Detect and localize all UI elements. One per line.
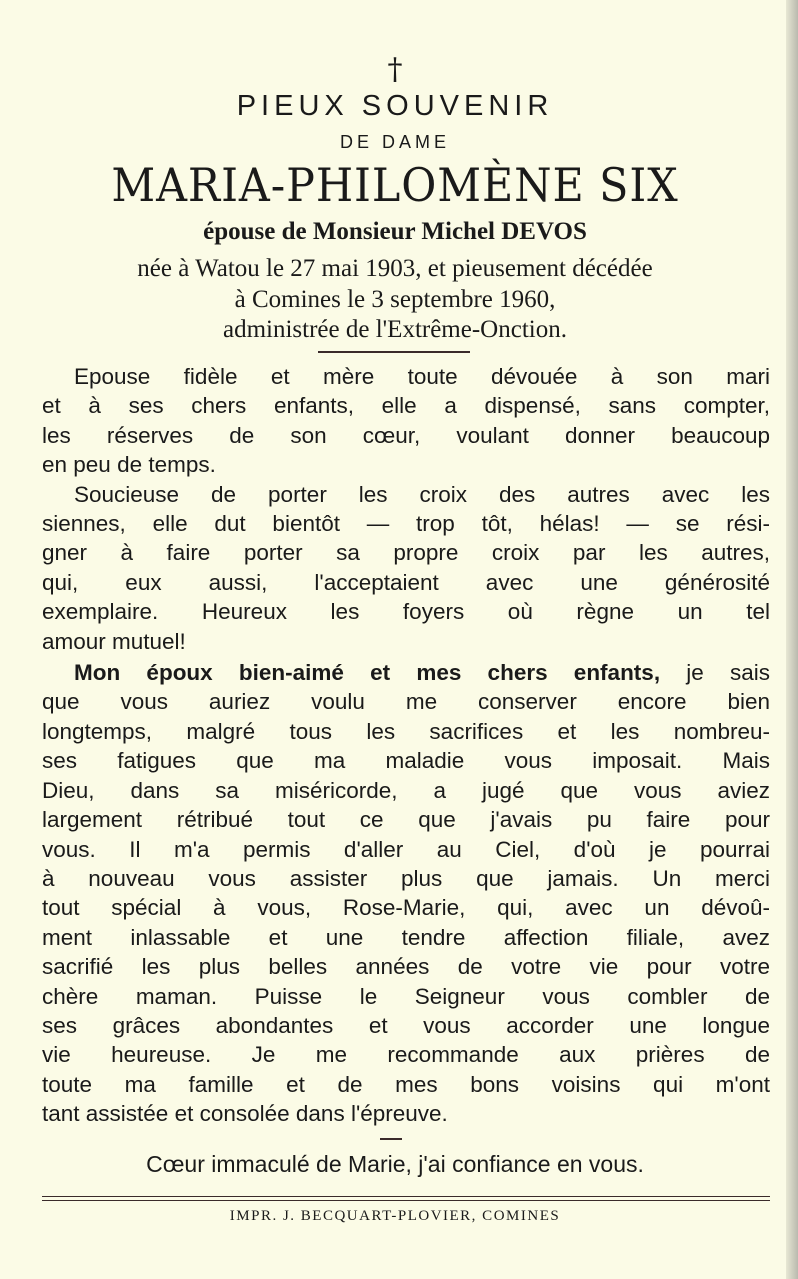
text-line: tout spécial à vous, Rose-Marie, qui, avec un dévoû- <box>42 895 770 921</box>
text-fragment: je sais <box>660 660 771 686</box>
text-line: exemplaire. Heureux les foyers où règne un tel <box>42 599 770 625</box>
text-line: Dieu, dans sa miséricorde, a jugé que vous aviez <box>42 777 770 803</box>
text-line: ses grâces abondantes et vous accorder une longue <box>42 1012 770 1038</box>
text-line: tant assistée et consolée dans l'épreuve. <box>42 1101 448 1127</box>
spouse-prefix: épouse de Monsieur Michel <box>203 218 502 245</box>
text-line <box>42 658 770 687</box>
deceased-name: MARIA-PHILOMÈNE SIX <box>111 158 679 212</box>
death-place-line: à Comines le 3 septembre 1960, <box>234 286 556 313</box>
divider <box>318 351 470 353</box>
text-line: Soucieuse de porter les croix des autres avec les <box>74 481 770 507</box>
text-line: ses fatigues que ma maladie vous imposait. Mais <box>42 748 770 774</box>
text-line: les réserves de son cœur, voulant donner beaucoup <box>42 422 770 448</box>
text-line: Epouse fidèle et mère toute dévouée à son mari <box>74 364 770 389</box>
spouse-surname: DEVOS <box>501 218 587 245</box>
text-line: toute ma famille et de mes bons voisins qui m'ont <box>42 1071 770 1097</box>
paragraph-3 <box>42 658 770 1129</box>
text-line: à nouveau vous assister plus que jamais. Un merci <box>42 865 770 891</box>
short-divider <box>380 1138 402 1140</box>
text-line: siennes, elle dut bientôt — trop tôt, hélas! — se rési- <box>42 511 770 537</box>
footer-rule-bottom <box>42 1200 770 1201</box>
birth-death-line: née à Watou le 27 mai 1903, et pieusement décédée <box>137 255 653 282</box>
cross-icon: † <box>387 52 403 87</box>
card-edge-shadow <box>786 0 798 1279</box>
closing-prayer: Cœur immaculé de Marie, j'ai confiance en vous. <box>146 1151 644 1177</box>
paragraph-1 <box>42 362 770 480</box>
eulogy-text <box>42 362 770 1129</box>
subtitle-de-dame: DE DAME <box>339 132 450 152</box>
text-line: ment inlassable et une tendre affection filiale, avez <box>42 924 770 950</box>
text-line: amour mutuel! <box>42 628 186 654</box>
bold-address: Mon époux bien-aimé et mes chers enfants, <box>74 660 661 686</box>
text-line: qui, eux aussi, l'acceptaient avec une générosité <box>42 569 770 595</box>
text-line: vie heureuse. Je me recommande aux prières de <box>42 1042 770 1068</box>
text-line: sacrifié les plus belles années de votre vie pour votre <box>42 954 770 980</box>
text-line: chère maman. Puisse le Seigneur vous combler de <box>42 983 770 1009</box>
text-line: et à ses chers enfants, elle a dispensé, sans compter, <box>42 393 770 419</box>
text-line: longtemps, malgré tous les sacrifices et les nombreu- <box>42 718 770 744</box>
sacrament-line: administrée de l'Extrême-Onction. <box>223 316 567 343</box>
printer-credit: IMPR. J. BECQUART-PLOVIER, COMINES <box>229 1208 561 1224</box>
paragraph-2 <box>42 480 770 656</box>
text-line: largement rétribué tout ce que j'avais pu faire pour <box>42 807 770 833</box>
text-line: gner à faire porter sa propre croix par les autres, <box>42 540 770 566</box>
text-line: en peu de temps. <box>42 452 216 478</box>
text-line: vous. Il m'a permis d'aller au Ciel, d'où je pourrai <box>42 836 770 862</box>
text-line: que vous auriez voulu me conserver encore bien <box>42 689 770 715</box>
spouse-line <box>0 218 790 246</box>
footer-rule-top <box>42 1196 770 1197</box>
title-pieux-souvenir: PIEUX SOUVENIR <box>236 90 554 122</box>
